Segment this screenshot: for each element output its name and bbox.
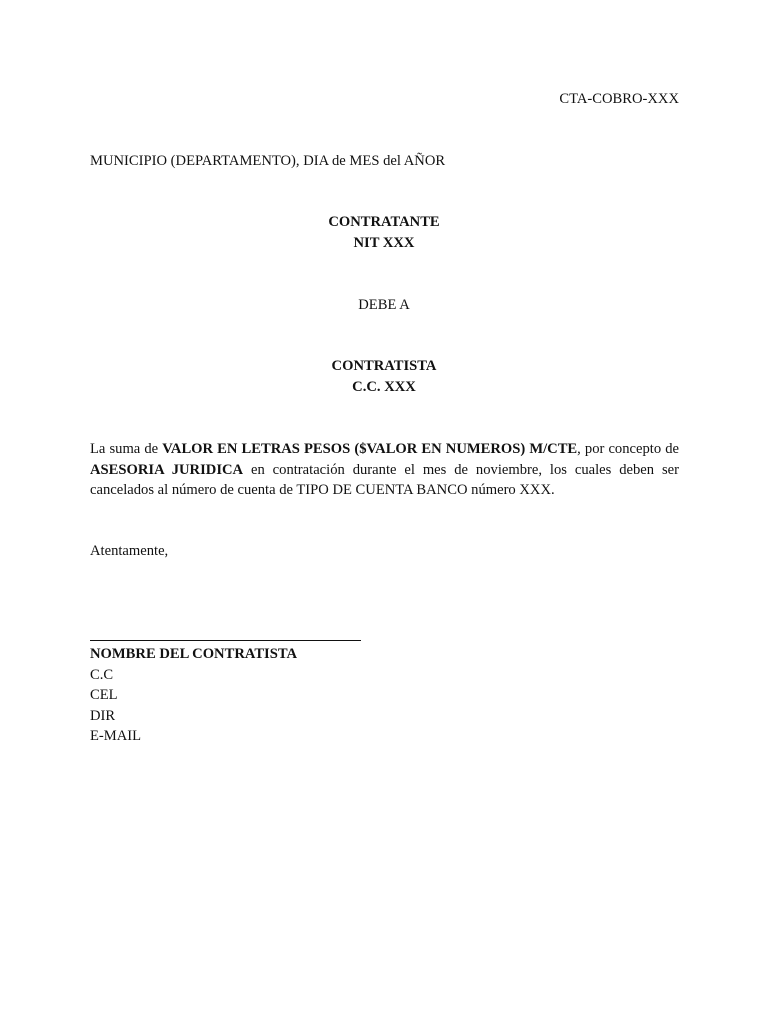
place-and-date: MUNICIPIO (DEPARTAMENTO), DIA de MES del AÑOR	[90, 153, 446, 169]
contracting-party-name: CONTRATANTE	[328, 214, 440, 230]
signature-name: NOMBRE DEL CONTRATISTA	[90, 646, 298, 662]
contractor-id: C.C. XXX	[352, 379, 416, 395]
closing-text: Atentamente,	[90, 543, 169, 559]
amount-text: VALOR EN LETRAS PESOS ($VALOR EN NUMEROS) M/CTE	[162, 441, 578, 457]
body-text-3: en contratación durante el mes de noviembre, los cuales deben ser cancelados al número de cuenta de TIPO DE CUENTA BANCO número XXX.	[90, 461, 680, 498]
body-text-1: La suma de	[90, 441, 163, 457]
signature-dir: DIR	[90, 707, 116, 724]
contractor-name: CONTRATISTA	[331, 358, 437, 374]
service-text: ASESORIA JURIDICA	[90, 461, 244, 478]
contracting-party-id: NIT XXX	[353, 235, 415, 251]
body-text-2: , por concepto de	[577, 441, 679, 457]
signature-email: E-MAIL	[90, 728, 142, 744]
signature-cel: CEL	[90, 687, 118, 703]
body-paragraph	[90, 439, 679, 501]
signature-line	[90, 640, 361, 641]
signature-cc: C.C	[90, 666, 114, 683]
owes-label: DEBE A	[358, 297, 410, 313]
signature-block	[90, 644, 297, 747]
document-reference: CTA-COBRO-XXX	[559, 91, 679, 107]
